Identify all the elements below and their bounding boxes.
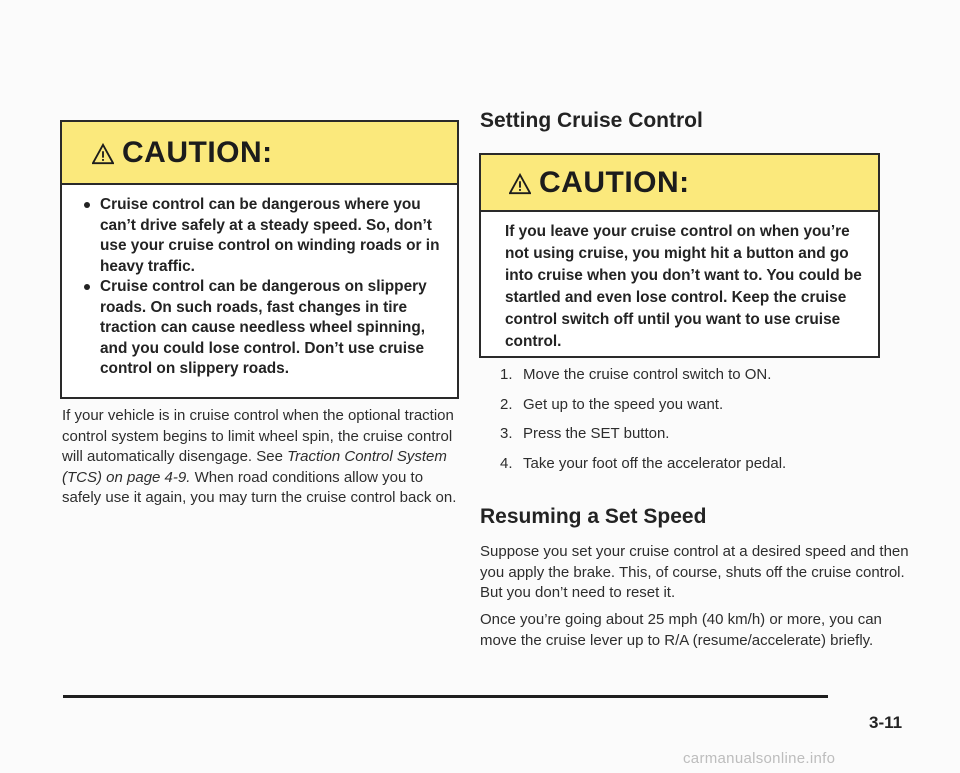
caution-bullet [100, 277, 457, 380]
caution-title: CAUTION: [539, 165, 690, 199]
resuming-set-speed-heading: Resuming a Set Speed [480, 505, 707, 528]
step-text: Press the SET button. [523, 425, 670, 442]
bullet-dot-icon [84, 202, 90, 208]
warning-triangle-icon [92, 143, 114, 165]
bullet-dot-icon [84, 284, 90, 290]
caution-bullet-text: Cruise control can be dangerous on slippery roads. On such roads, fast changes in tire traction can cause needless wheel spinning, and you could lose control. Don’t use cruise control on slippery roads. [100, 278, 427, 377]
step-number: 3. [500, 425, 513, 442]
paragraph-text: When road conditions allow you to safely use it again, you may turn the cruise control back on. [62, 468, 457, 506]
caution-bullet [100, 195, 457, 277]
step-text: Get up to the speed you want. [523, 395, 724, 413]
step-item [500, 425, 786, 455]
traction-control-paragraph [62, 406, 460, 509]
resuming-paragraph: Once you’re going about 25 mph (40 km/h) or more, you can move the cruise lever up to R/A (resume/accelerate) briefly. [480, 611, 882, 649]
caution-header [481, 155, 878, 212]
caution-bullet-text: Cruise control can be dangerous where you can’t drive safely at a steady speed. So, don’t use your cruise control on winding roads or in heavy traffic. [100, 196, 440, 275]
step-number: 2. [500, 395, 513, 413]
step-text: Move the cruise control switch to ON. [523, 366, 772, 383]
setting-cruise-control-heading: Setting Cruise Control [480, 109, 703, 132]
step-number: 4. [500, 454, 513, 472]
watermark: carmanualsonline.info [683, 750, 836, 767]
step-item [500, 396, 786, 426]
caution-box-switch-off [479, 153, 880, 358]
resuming-paragraph: Suppose you set your cruise control at a desired speed and then you apply the brake. This, of course, shuts off the cruise control. But you don’t need to reset it. [480, 543, 909, 601]
caution-text: If you leave your cruise control on when you’re not using cruise, you might hit a button and go into cruise when you don’t want to. You could be startled and even lose control. Keep the cruise control switch off until you want to use cruise control. [505, 223, 862, 350]
caution-title: CAUTION: [122, 135, 273, 169]
paragraph-text: If your vehicle is in cruise control when the optional traction control system begins to limit wheel spin, the cruise control will automatically disengage. See [62, 407, 454, 465]
traction-control-reference-link[interactable]: Traction Control System (TCS) on page 4-9. [62, 448, 447, 486]
step-number: 1. [500, 366, 513, 383]
step-item [500, 366, 786, 396]
caution-box-cruise-dangers [60, 120, 459, 399]
page-number: 3-11 [869, 713, 903, 732]
caution-bullet-list [62, 185, 457, 380]
setting-steps-list [500, 366, 786, 484]
step-text: Take your foot off the accelerator pedal. [523, 454, 787, 472]
caution-header [62, 122, 457, 185]
warning-triangle-icon [509, 173, 531, 195]
step-item [500, 455, 786, 485]
footer-rule [63, 695, 828, 698]
